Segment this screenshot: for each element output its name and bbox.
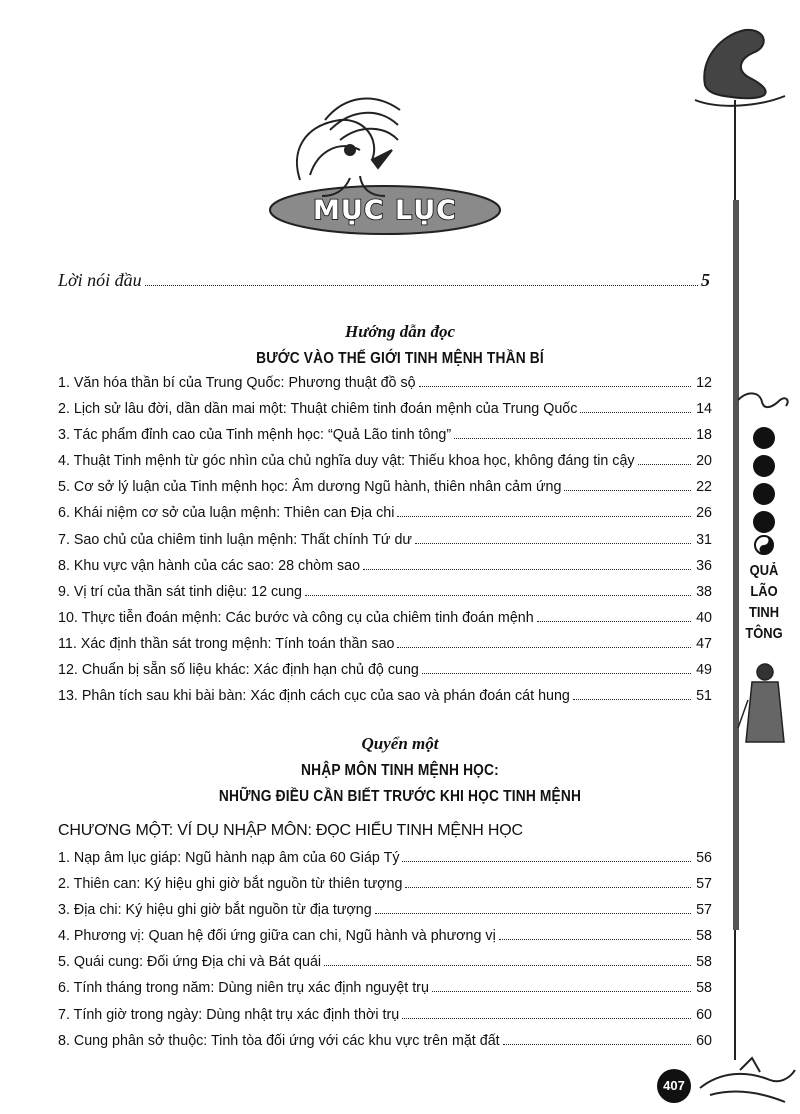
toc-entry-page: 56: [696, 850, 712, 866]
dragon-icon: [695, 30, 785, 106]
toc-entry-page: 14: [696, 401, 712, 418]
dot-leader: [402, 1018, 691, 1019]
dot-leader: [580, 412, 691, 413]
dot-leader: [422, 673, 691, 674]
toc-entry[interactable]: [58, 401, 712, 427]
toc-entry[interactable]: [58, 662, 712, 688]
toc-entry[interactable]: [58, 876, 712, 902]
toc-entry-title: 8. Khu vực vận hành của các sao: 28 chòm sao: [58, 557, 361, 574]
toc-entry[interactable]: [58, 505, 712, 531]
toc-entry[interactable]: [58, 610, 712, 636]
toc-entry[interactable]: [58, 928, 712, 954]
dot-leader: [419, 386, 692, 387]
toc-entry-title: 3. Địa chi: Ký hiệu ghi giờ bắt nguồn từ địa tượng: [58, 902, 372, 919]
toc-entry-title: 8. Cung phân sở thuộc: Tinh tòa đối ứng với các khu vực trên mặt đất: [58, 1032, 500, 1049]
section-heading: NHẬP MÔN TINH MỆNH HỌC:: [301, 762, 499, 779]
dot-leader: [415, 543, 691, 544]
toc-entry-page: 51: [696, 688, 712, 705]
chapter-heading: CHƯƠNG MỘT: VÍ DỤ NHẬP MÔN: ĐỌC HIỂU TINH MỆNH HỌC: [58, 822, 523, 839]
toc-entry[interactable]: [58, 558, 712, 584]
dot-leader: [324, 965, 691, 966]
dot-leader: [638, 464, 692, 465]
section-heading: NHỮNG ĐIỀU CẦN BIẾT TRƯỚC KHI HỌC TINH MỆNH: [218, 788, 582, 805]
toc-entry-page: 12: [696, 375, 712, 391]
side-title-line: TÔNG: [745, 625, 783, 642]
yin-yang-icon: [755, 536, 773, 554]
toc-entry-page: 38: [696, 583, 712, 600]
side-title-line: LÃO: [750, 583, 778, 600]
toc-entry-page: 22: [696, 479, 712, 496]
toc-entry-title: 1. Nạp âm lục giáp: Ngũ hành nạp âm của 60 Giáp Tý: [58, 850, 400, 866]
swirl-icon: [738, 393, 788, 407]
dot-leader: [402, 861, 691, 862]
toc-entry-page: 57: [696, 876, 712, 893]
toc-entry[interactable]: [58, 980, 712, 1006]
toc-entry-page: 58: [696, 954, 712, 971]
toc-entry-page: 58: [696, 980, 712, 997]
side-title-line: TINH: [748, 604, 780, 621]
dot-leader: [573, 699, 691, 700]
dot-leader: [305, 595, 691, 596]
toc-entry-title: 3. Tác phẩm đỉnh cao của Tinh mệnh học: “Quả Lão tinh tông”: [58, 427, 452, 444]
section-subtitle: Hướng dẫn đọc: [345, 322, 455, 341]
dot-leader: [564, 490, 691, 491]
toc-entry-title: 7. Tính giờ trong ngày: Dùng nhật trụ xác định thời trụ: [58, 1006, 400, 1023]
toc-entry-page: 20: [696, 453, 712, 470]
dot-icon: [753, 455, 775, 477]
toc-entry[interactable]: [58, 532, 712, 558]
toc-entry-page: 18: [696, 427, 712, 444]
dot-icon: [753, 511, 775, 533]
toc-entry[interactable]: [58, 902, 712, 928]
toc-entry-title: 6. Khái niệm cơ sở của luận mệnh: Thiên can Địa chi: [58, 505, 395, 522]
toc-entry-title: 7. Sao chủ của chiêm tinh luận mệnh: Thất chính Tứ dư: [58, 531, 413, 548]
toc-entry[interactable]: [58, 954, 712, 980]
side-title-line: QUẢ: [749, 562, 779, 579]
toc-entry-title: 2. Lịch sử lâu đời, dần dần mai một: Thuật chiêm tinh đoán mệnh của Trung Quốc: [58, 401, 578, 418]
toc-entry[interactable]: [58, 1033, 712, 1059]
toc-entry-page: 47: [696, 635, 712, 652]
book-side-title: [739, 560, 789, 644]
dot-leader: [432, 991, 691, 992]
dot-leader: [375, 913, 691, 914]
toc-entry-page: 40: [696, 609, 712, 626]
dot-leader: [537, 621, 691, 622]
toc-entry-title: Lời nói đầu: [58, 270, 142, 290]
toc-entry-page: 60: [696, 1006, 712, 1023]
toc-entry[interactable]: [58, 636, 712, 662]
toc-list-guide: [58, 375, 712, 714]
toc-entry-title: 4. Thuật Tinh mệnh từ góc nhìn của chủ nghĩa duy vật: Thiếu khoa học, không đáng tin cậy: [58, 453, 635, 470]
toc-entry[interactable]: [58, 850, 712, 876]
section-heading: BƯỚC VÀO THẾ GIỚI TINH MỆNH THẦN BÍ: [256, 350, 544, 367]
toc-entry[interactable]: [58, 427, 712, 453]
toc-entry-title: 10. Thực tiễn đoán mệnh: Các bước và công cụ của chiêm tinh đoán mệnh: [58, 609, 534, 626]
dot-leader: [499, 939, 691, 940]
toc-entry[interactable]: [58, 479, 712, 505]
toc-entry-title: 12. Chuẩn bị sẵn số liệu khác: Xác định hạn chủ độ cung: [58, 662, 419, 679]
toc-entry-title: 4. Phương vị: Quan hệ đối ứng giữa can chi, Ngũ hành và phương vị: [58, 928, 496, 945]
dot-leader: [503, 1044, 691, 1045]
toc-entry-page: 31: [696, 531, 712, 548]
toc-entry-page: 58: [696, 928, 712, 945]
dot-leader: [363, 569, 691, 570]
bird-ornament-icon: [700, 1058, 795, 1102]
toc-entry-title: 5. Cơ sở lý luận của Tinh mệnh học: Âm dương Ngũ hành, thiên nhân cảm ứng: [58, 479, 562, 496]
toc-entry[interactable]: [58, 453, 712, 479]
toc-entry-preface[interactable]: [58, 270, 710, 291]
dot-icon: [753, 483, 775, 505]
toc-entry-page: 5: [701, 270, 710, 290]
toc-entry-page: 36: [696, 557, 712, 574]
toc-entry-title: 13. Phân tích sau khi bài bàn: Xác định cách cục của sao và phán đoán cát hung: [58, 688, 570, 705]
page-number: 407: [657, 1069, 691, 1103]
toc-entry-page: 57: [696, 902, 712, 919]
toc-entry[interactable]: [58, 375, 712, 401]
toc-entry-page: 26: [696, 505, 712, 522]
dot-leader: [397, 516, 691, 517]
toc-entry-title: 1. Văn hóa thần bí của Trung Quốc: Phương thuật đồ sộ: [58, 375, 416, 391]
toc-entry-title: 5. Quái cung: Đối ứng Địa chi và Bát quái: [58, 954, 322, 971]
toc-entry-page: 49: [696, 662, 712, 679]
toc-entry-title: 6. Tính tháng trong năm: Dùng niên trụ xác định nguyệt trụ: [58, 980, 429, 997]
section-subtitle: Quyển một: [361, 734, 439, 753]
sage-figure-icon: [738, 664, 784, 742]
dot-leader: [405, 887, 691, 888]
dot-icon: [753, 427, 775, 449]
dot-leader: [397, 647, 691, 648]
toc-entry-title: 11. Xác định thần sát trong mệnh: Tính toán thần sao: [58, 635, 395, 652]
dot-leader: [145, 285, 698, 286]
dot-leader: [454, 438, 691, 439]
toc-entry-title: 2. Thiên can: Ký hiệu ghi giờ bắt nguồn từ thiên tượng: [58, 876, 403, 893]
toc-entry[interactable]: [58, 584, 712, 610]
crane-icon: [297, 99, 400, 196]
toc-entry[interactable]: [58, 1007, 712, 1033]
toc-entry-page: 60: [696, 1032, 712, 1049]
toc-entry[interactable]: [58, 688, 712, 714]
toc-list-book-one: [58, 850, 712, 1059]
page-title: MỤC LỤC: [313, 195, 457, 226]
toc-entry-title: 9. Vị trí của thần sát tinh diệu: 12 cung: [58, 583, 302, 600]
